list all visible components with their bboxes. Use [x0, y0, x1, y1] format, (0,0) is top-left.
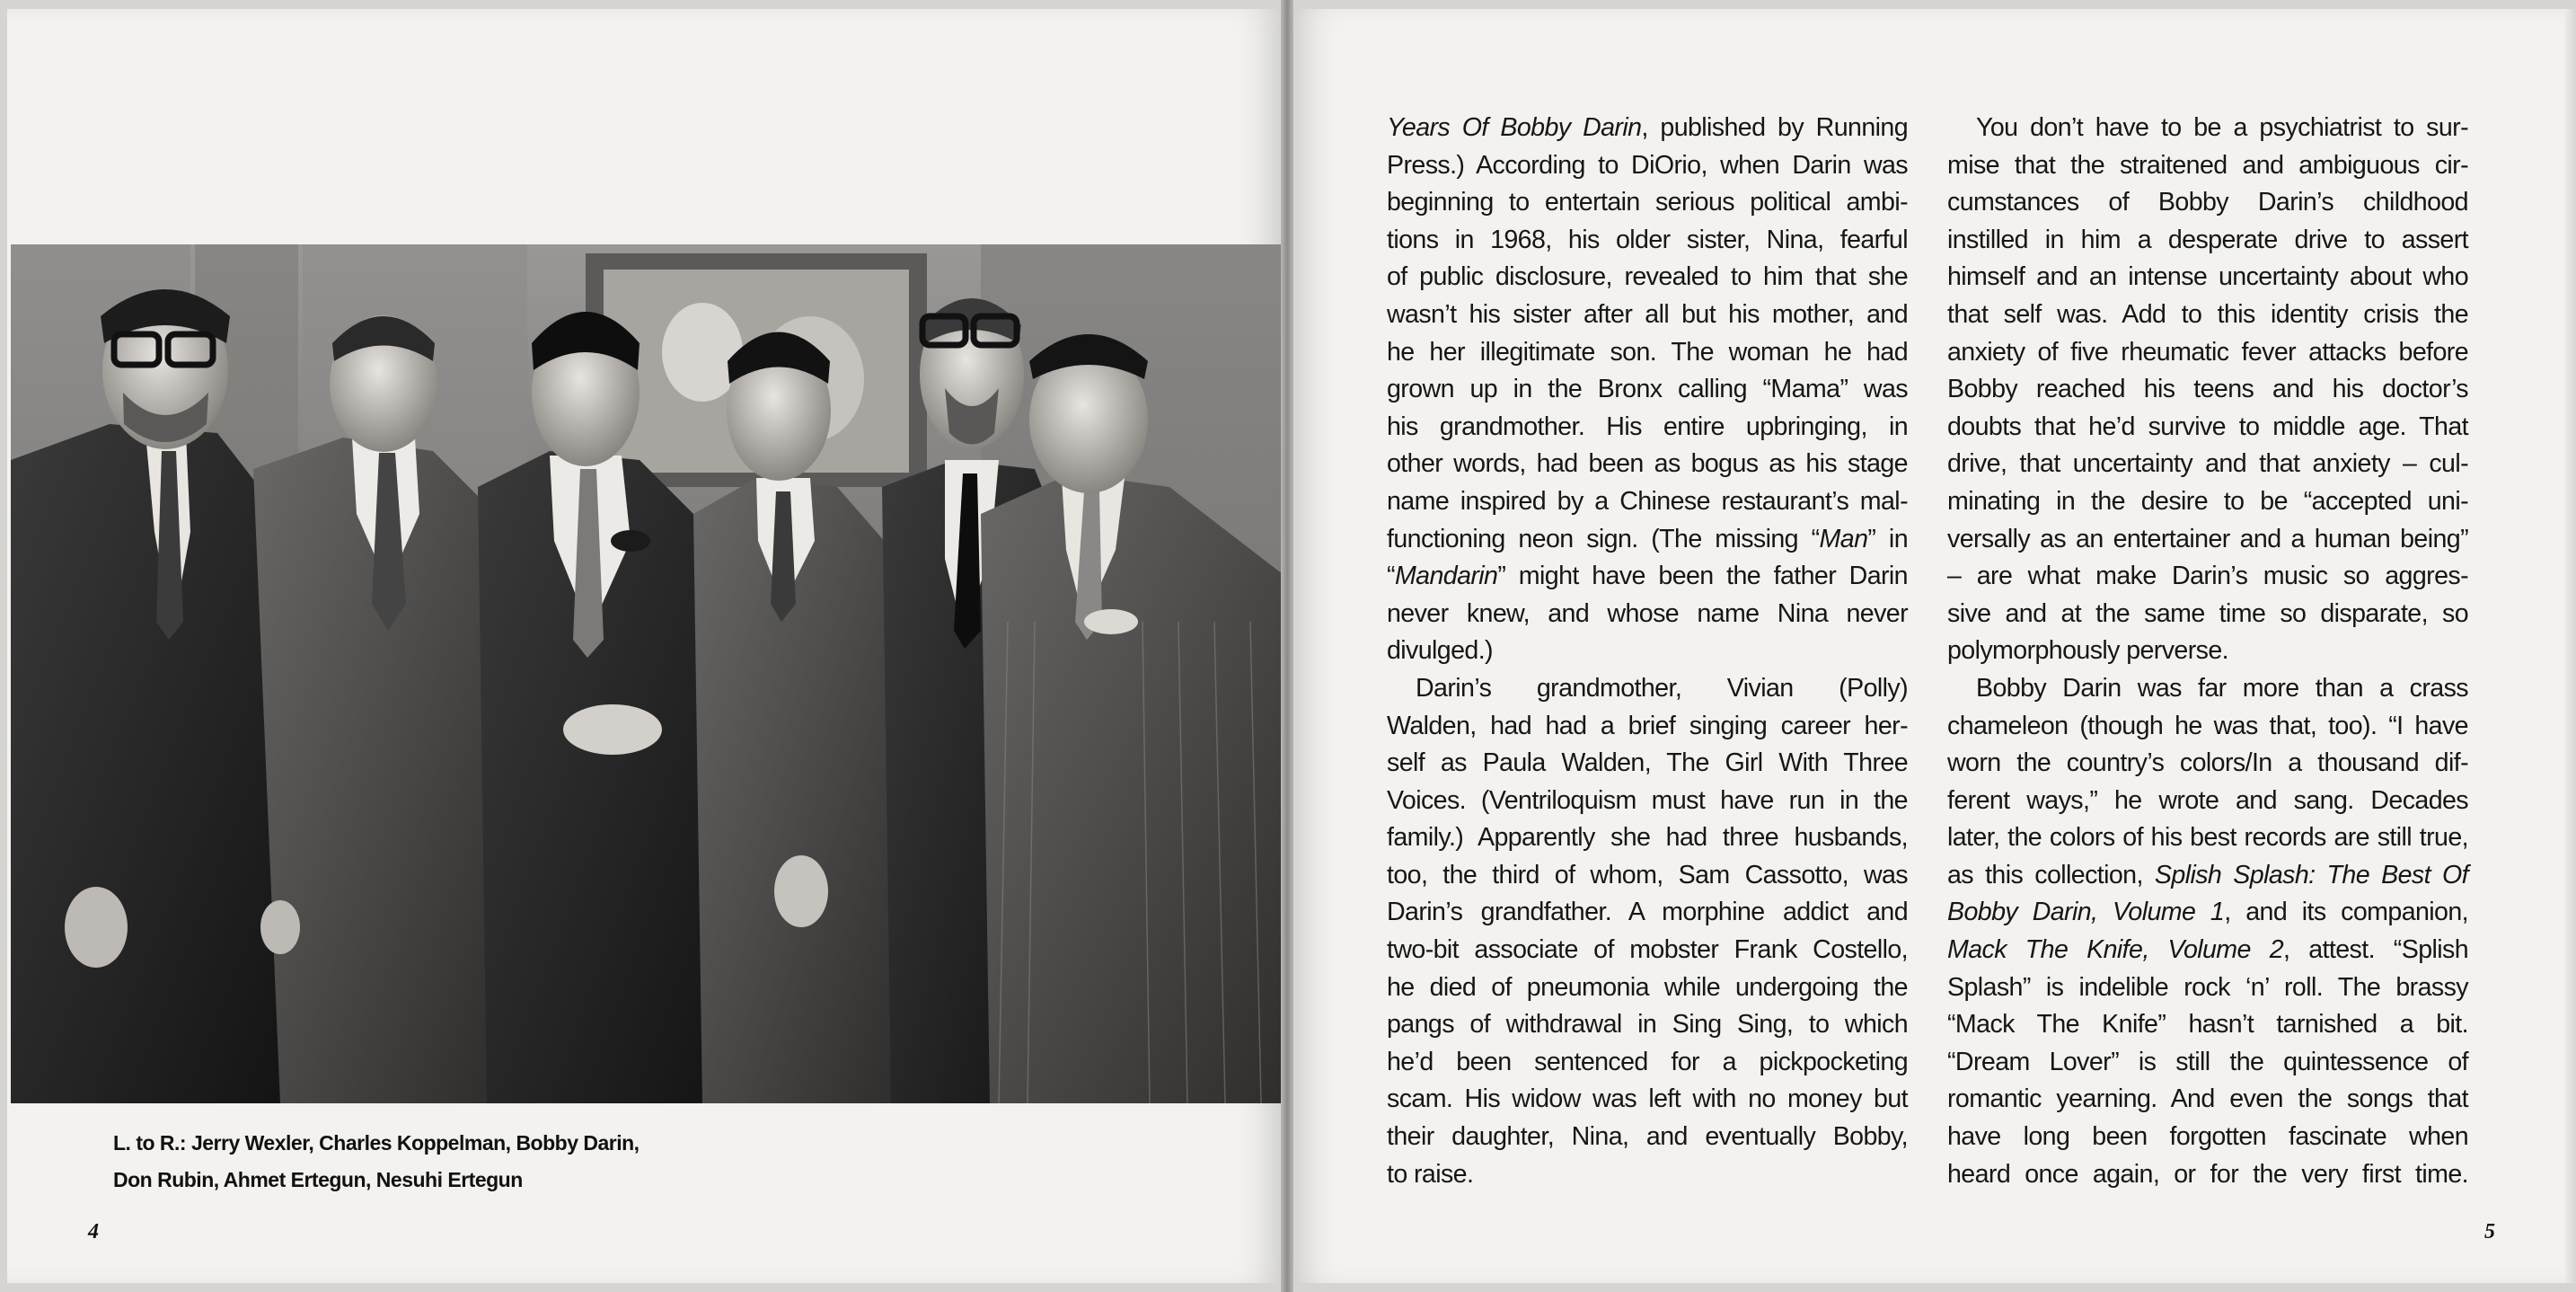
- text-line: family.) Apparently she had three husbands,: [1387, 823, 1908, 853]
- italic-title: Mandarin: [1394, 562, 1498, 591]
- text-run: ” in: [1867, 524, 1908, 553]
- group-photo: [11, 244, 1297, 1103]
- text-line: wasn’t his sister after all but his mother, and: [1387, 299, 1908, 329]
- text-line: [1947, 932, 2468, 969]
- text-run: “: [1387, 562, 1395, 591]
- text-line: “Mack The Knife” hasn’t tarnished a bit.: [1947, 1010, 2468, 1040]
- italic-title: Years Of Bobby Darin: [1387, 113, 1642, 142]
- text-line: he’d been sentenced for a pickpocketing: [1387, 1047, 1908, 1076]
- text-line: romantic yearning. And even the songs that: [1947, 1084, 2468, 1114]
- text-line: never knew, and whose name Nina never: [1387, 598, 1908, 628]
- text-line: [1387, 521, 1908, 559]
- text-line: Walden, had had a brief singing career her-: [1387, 711, 1908, 740]
- right-page: [1293, 9, 2569, 1283]
- italic-title: Man: [1819, 524, 1868, 553]
- text-line: cumstances of Bobby Darin’s childhood: [1947, 188, 2468, 217]
- text-line: anxiety of five rheumatic fever attacks before: [1947, 337, 2468, 367]
- text-line: name inspired by a Chinese restaurant’s mal-: [1387, 486, 1908, 516]
- text-line: Splash” is indelible rock ‘n’ roll. The brassy: [1947, 972, 2468, 1002]
- photo-caption: [113, 1125, 760, 1199]
- text-line: divulged.): [1387, 636, 1493, 666]
- text-line: “Dream Lover” is still the quintessence of: [1947, 1047, 2468, 1076]
- text-line: heard once again, or for the very first time.: [1947, 1159, 2468, 1189]
- caption-line-2: Don Rubin, Ahmet Ertegun, Nesuhi Ertegun: [113, 1168, 523, 1191]
- text-line: of public disclosure, revealed to him that she: [1387, 262, 1908, 292]
- text-line: he her illegitimate son. The woman he had: [1387, 337, 1908, 367]
- text-line: doubts that he’d survive to middle age. That: [1947, 411, 2468, 441]
- text-line: Darin’s grandmother, Vivian (Polly): [1416, 673, 1908, 703]
- text-line: [1947, 894, 2468, 932]
- text-run: functioning neon sign. (The missing “: [1387, 524, 1820, 553]
- text-column-1: [1387, 110, 1908, 1193]
- italic-title: Bobby Darin, Volume 1: [1947, 898, 2225, 927]
- text-line: You don’t have to be a psychiatrist to sur-: [1976, 113, 2468, 142]
- group-photo-image: [11, 244, 1297, 1103]
- text-run: as this collection,: [1947, 860, 2155, 889]
- text-line: have long been forgotten fascinate when: [1947, 1122, 2468, 1152]
- text-line: instilled in him a desperate drive to assert: [1947, 225, 2468, 254]
- text-run: , and its companion,: [2224, 898, 2468, 927]
- text-line: minating in the desire to be “accepted uni-: [1947, 486, 2468, 516]
- text-line: Bobby reached his teens and his doctor’s: [1947, 375, 2468, 404]
- page-number-left: 4: [88, 1220, 99, 1243]
- text-line: worn the country’s colors/In a thousand dif-: [1947, 748, 2468, 778]
- caption-line-1: L. to R.: Jerry Wexler, Charles Koppelman, Bobby Darin,: [113, 1131, 640, 1155]
- text-line: grown up in the Bronx calling “Mama” was: [1387, 375, 1908, 404]
- book-gutter: [1281, 0, 1293, 1292]
- text-line: that self was. Add to this identity crisis the: [1947, 299, 2468, 329]
- text-line: Darin’s grandfather. A morphine addict and: [1387, 898, 1908, 927]
- text-line: tions in 1968, his older sister, Nina, fearful: [1387, 225, 1908, 254]
- text-line: pangs of withdrawal in Sing Sing, to which: [1387, 1010, 1908, 1040]
- text-line: his grandmother. His entire upbringing, in: [1387, 411, 1908, 441]
- text-line: polymorphously perverse.: [1947, 636, 2228, 666]
- text-line: ferent ways,” he wrote and sang. Decades: [1947, 785, 2468, 815]
- text-line: scam. His widow was left with no money but: [1387, 1084, 1908, 1114]
- text-line: versally as an entertainer and a human being”: [1947, 524, 2468, 553]
- text-line: [1387, 110, 1908, 147]
- text-line: Press.) According to DiOrio, when Darin was: [1387, 150, 1908, 180]
- text-run: ” might have been the father Darin: [1497, 562, 1908, 591]
- text-line: [1387, 558, 1908, 596]
- page-number-right: 5: [2484, 1220, 2495, 1243]
- text-column-2: [1947, 110, 2468, 1193]
- text-line: beginning to entertain serious political ambi-: [1387, 188, 1908, 217]
- text-line: other words, had been as bogus as his stage: [1387, 449, 1908, 479]
- italic-title: Splish Splash: The Best Of: [2154, 860, 2468, 889]
- text-line: sive and at the same time so disparate, so: [1947, 598, 2468, 628]
- text-line: too, the third of whom, Sam Cassotto, was: [1387, 860, 1908, 889]
- text-line: to raise.: [1387, 1159, 1474, 1189]
- text-run: , published by Running: [1641, 113, 1908, 142]
- text-line: chameleon (though he was that, too). “I have: [1947, 711, 2468, 740]
- text-line: himself and an intense uncertainty about who: [1947, 262, 2468, 292]
- text-line: later, the colors of his best records are still true,: [1947, 823, 2468, 853]
- text-line: mise that the straitened and ambiguous cir-: [1947, 150, 2468, 180]
- text-line: their daughter, Nina, and eventually Bobby,: [1387, 1122, 1908, 1152]
- text-line: Bobby Darin was far more than a crass: [1976, 673, 2468, 703]
- text-line: drive, that uncertainty and that anxiety – cul-: [1947, 449, 2468, 479]
- italic-title: Mack The Knife, Volume 2: [1947, 935, 2284, 965]
- text-line: he died of pneumonia while undergoing the: [1387, 972, 1908, 1002]
- text-line: [1947, 857, 2468, 895]
- text-run: , attest. “Splish: [2283, 935, 2468, 965]
- text-line: Voices. (Ventriloquism must have run in the: [1387, 785, 1908, 815]
- page-edge: [2565, 9, 2576, 1283]
- text-line: two-bit associate of mobster Frank Costello,: [1387, 935, 1908, 965]
- text-line: self as Paula Walden, The Girl With Three: [1387, 748, 1908, 778]
- left-page: [7, 9, 1281, 1283]
- text-line: – are what make Darin’s music so aggres-: [1947, 562, 2468, 591]
